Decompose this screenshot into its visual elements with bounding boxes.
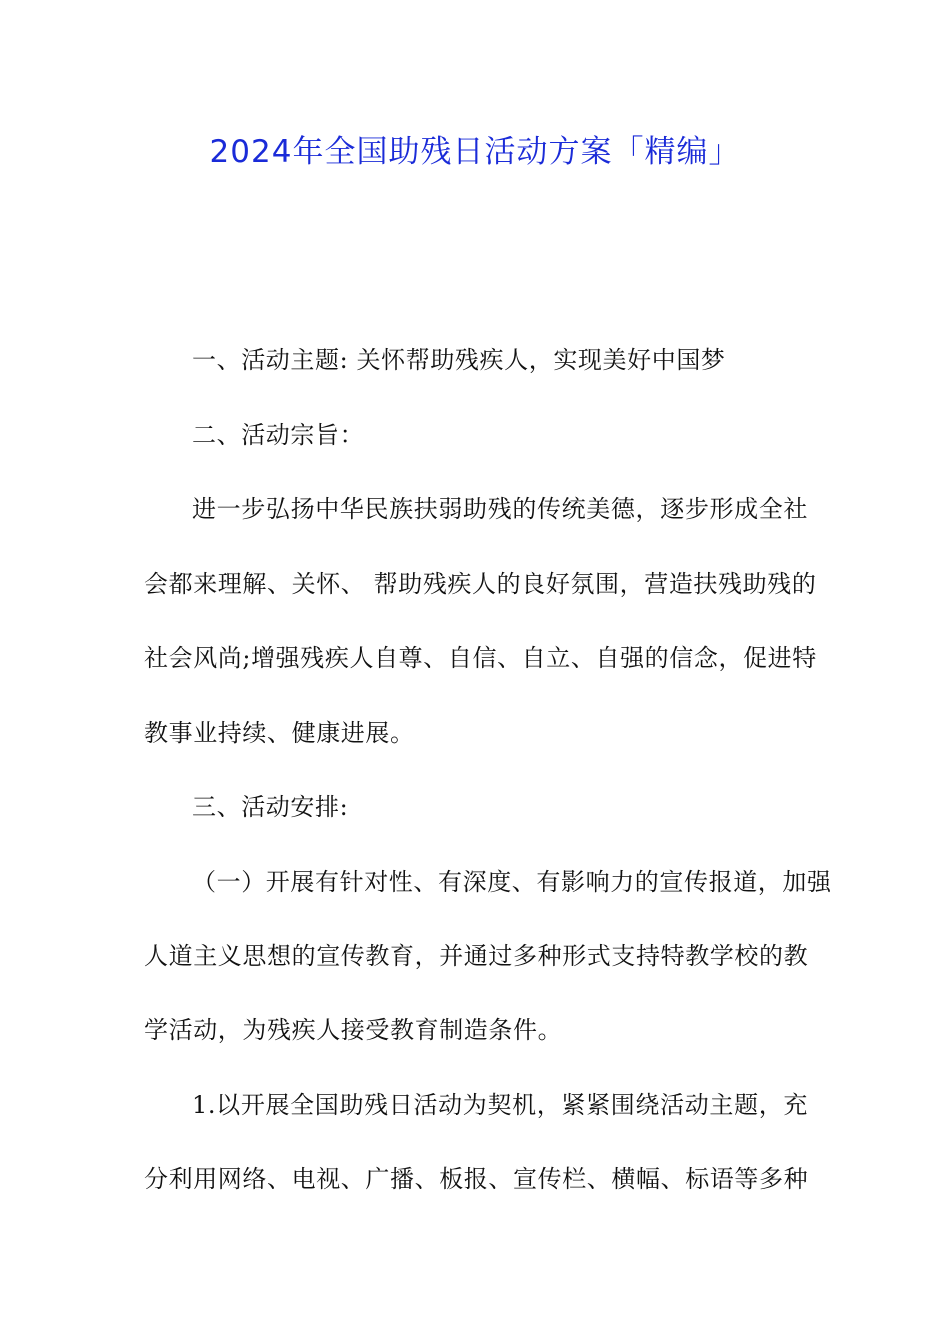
paragraph-line: 1.以开展全国助残日活动为契机，紧紧围绕活动主题，充: [192, 1091, 808, 1119]
paragraph-line: （一）开展有针对性、有深度、有影响力的宣传报道，加强: [192, 868, 832, 896]
paragraph-line: 会都来理解、关怀、 帮助残疾人的良好氛围，营造扶残助残的: [144, 570, 817, 598]
paragraph-line: 人道主义思想的宣传教育，并通过多种形式支持特教学校的教: [144, 942, 809, 970]
paragraph-line: 二、活动宗旨：: [192, 421, 365, 449]
paragraph-line: 三、活动安排:: [192, 793, 349, 821]
paragraph-line: 社会风尚;增强残疾人自尊、自信、自立、自强的信念，促进特: [144, 644, 817, 672]
paragraph-line: 分利用网络、电视、广播、板报、宣传栏、横幅、标语等多种: [144, 1165, 809, 1193]
paragraph-line: 教事业持续、健康进展。: [144, 719, 415, 747]
paragraph-line: 学活动，为残疾人接受教育制造条件。: [144, 1016, 563, 1044]
document-title: 2024年全国助残日活动方案「精编」: [209, 134, 741, 170]
paragraph-line: 进一步弘扬中华民族扶弱助残的传统美德，逐步形成全社: [192, 495, 808, 523]
paragraph-line: 一、活动主题: 关怀帮助残疾人，实现美好中国梦: [192, 346, 726, 374]
